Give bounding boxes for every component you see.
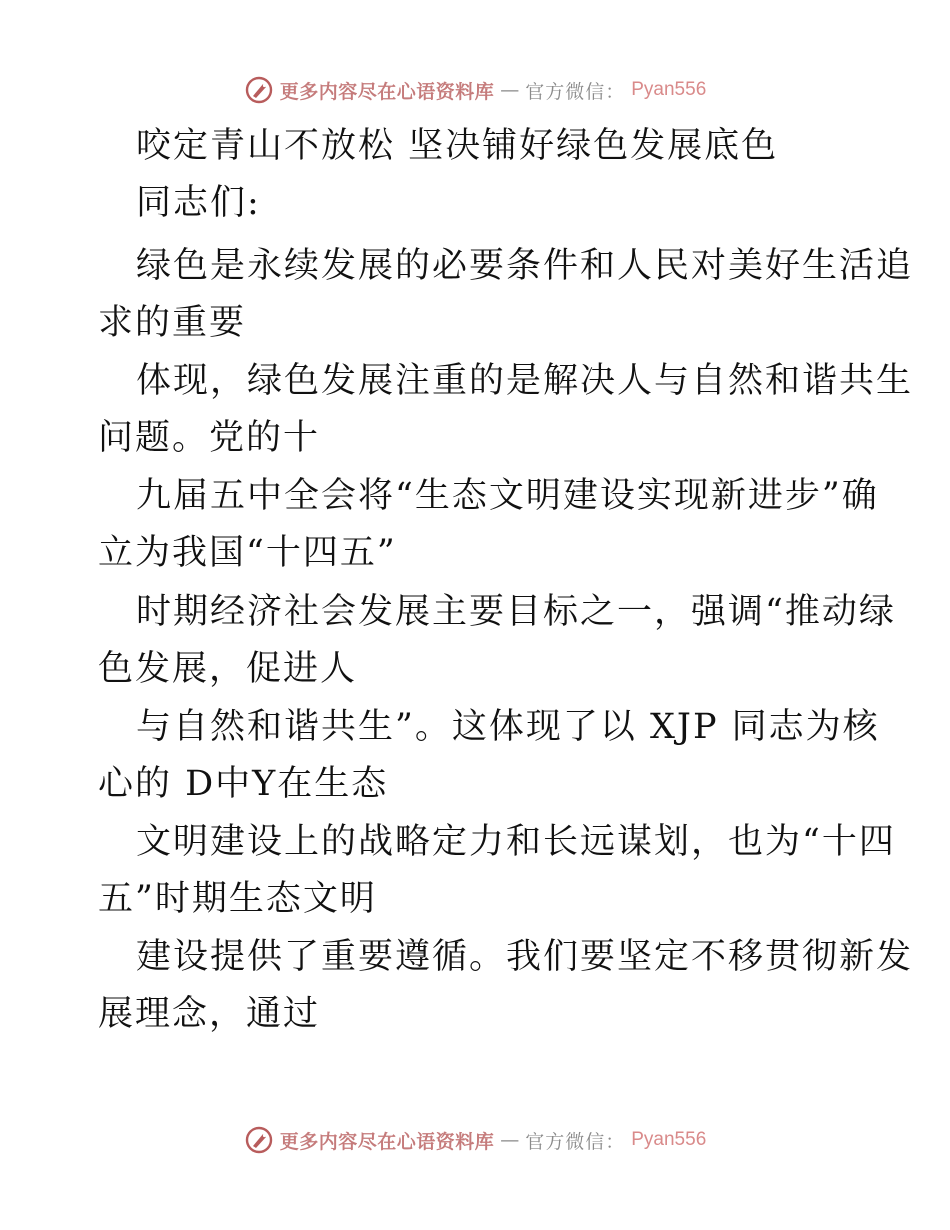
watermark-brand: 更多内容尽在心语资料库 [279,1130,495,1153]
paragraph-line: 立为我国“十四五” [98,533,397,573]
watermark-wechat-id: Pyan556 [631,1129,707,1150]
watermark-label: 官方微信： [525,80,626,103]
watermark-label: 官方微信： [525,1130,626,1153]
paragraph-line: 色发展，促进人 [98,649,358,689]
salutation: 同志们: [136,183,261,223]
watermark-separator: — [500,79,520,101]
pen-nib-icon [244,75,274,105]
paragraph-line: 时期经济社会发展主要目标之一，强调“推动绿 [136,592,896,632]
watermark-wechat-id: Pyan556 [631,79,707,100]
paragraph-line: 展理念，通过 [98,994,321,1034]
paragraph-line: 九届五中全会将“生态文明建设实现新进步”确 [136,476,879,516]
paragraph-line: 与自然和谐共生”。这体现了以 XJP 同志为核 [136,707,880,747]
paragraph-line: 五”时期生态文明 [98,879,377,919]
pen-nib-icon [244,1125,274,1155]
header-watermark [0,70,950,110]
footer-watermark [0,1120,950,1160]
paragraph-line: 建设提供了重要遵循。我们要坚定不移贯彻新发 [136,937,914,977]
paragraph-line: 问题。党的十 [98,418,321,458]
paragraph-line: 绿色是永续发展的必要条件和人民对美好生活追 [136,246,914,286]
paragraph-line: 体现，绿色发展注重的是解决人与自然和谐共生 [136,361,914,401]
paragraph-line: 心的 D中Y在生态 [98,764,389,804]
paragraph-line: 求的重要 [98,303,247,343]
watermark-separator: — [500,1129,520,1151]
paragraph-line: 文明建设上的战略定力和长远谋划，也为“十四 [136,822,896,862]
document-title: 咬定青山不放松 坚决铺好绿色发展底色 [136,126,779,166]
watermark-brand: 更多内容尽在心语资料库 [279,80,495,103]
